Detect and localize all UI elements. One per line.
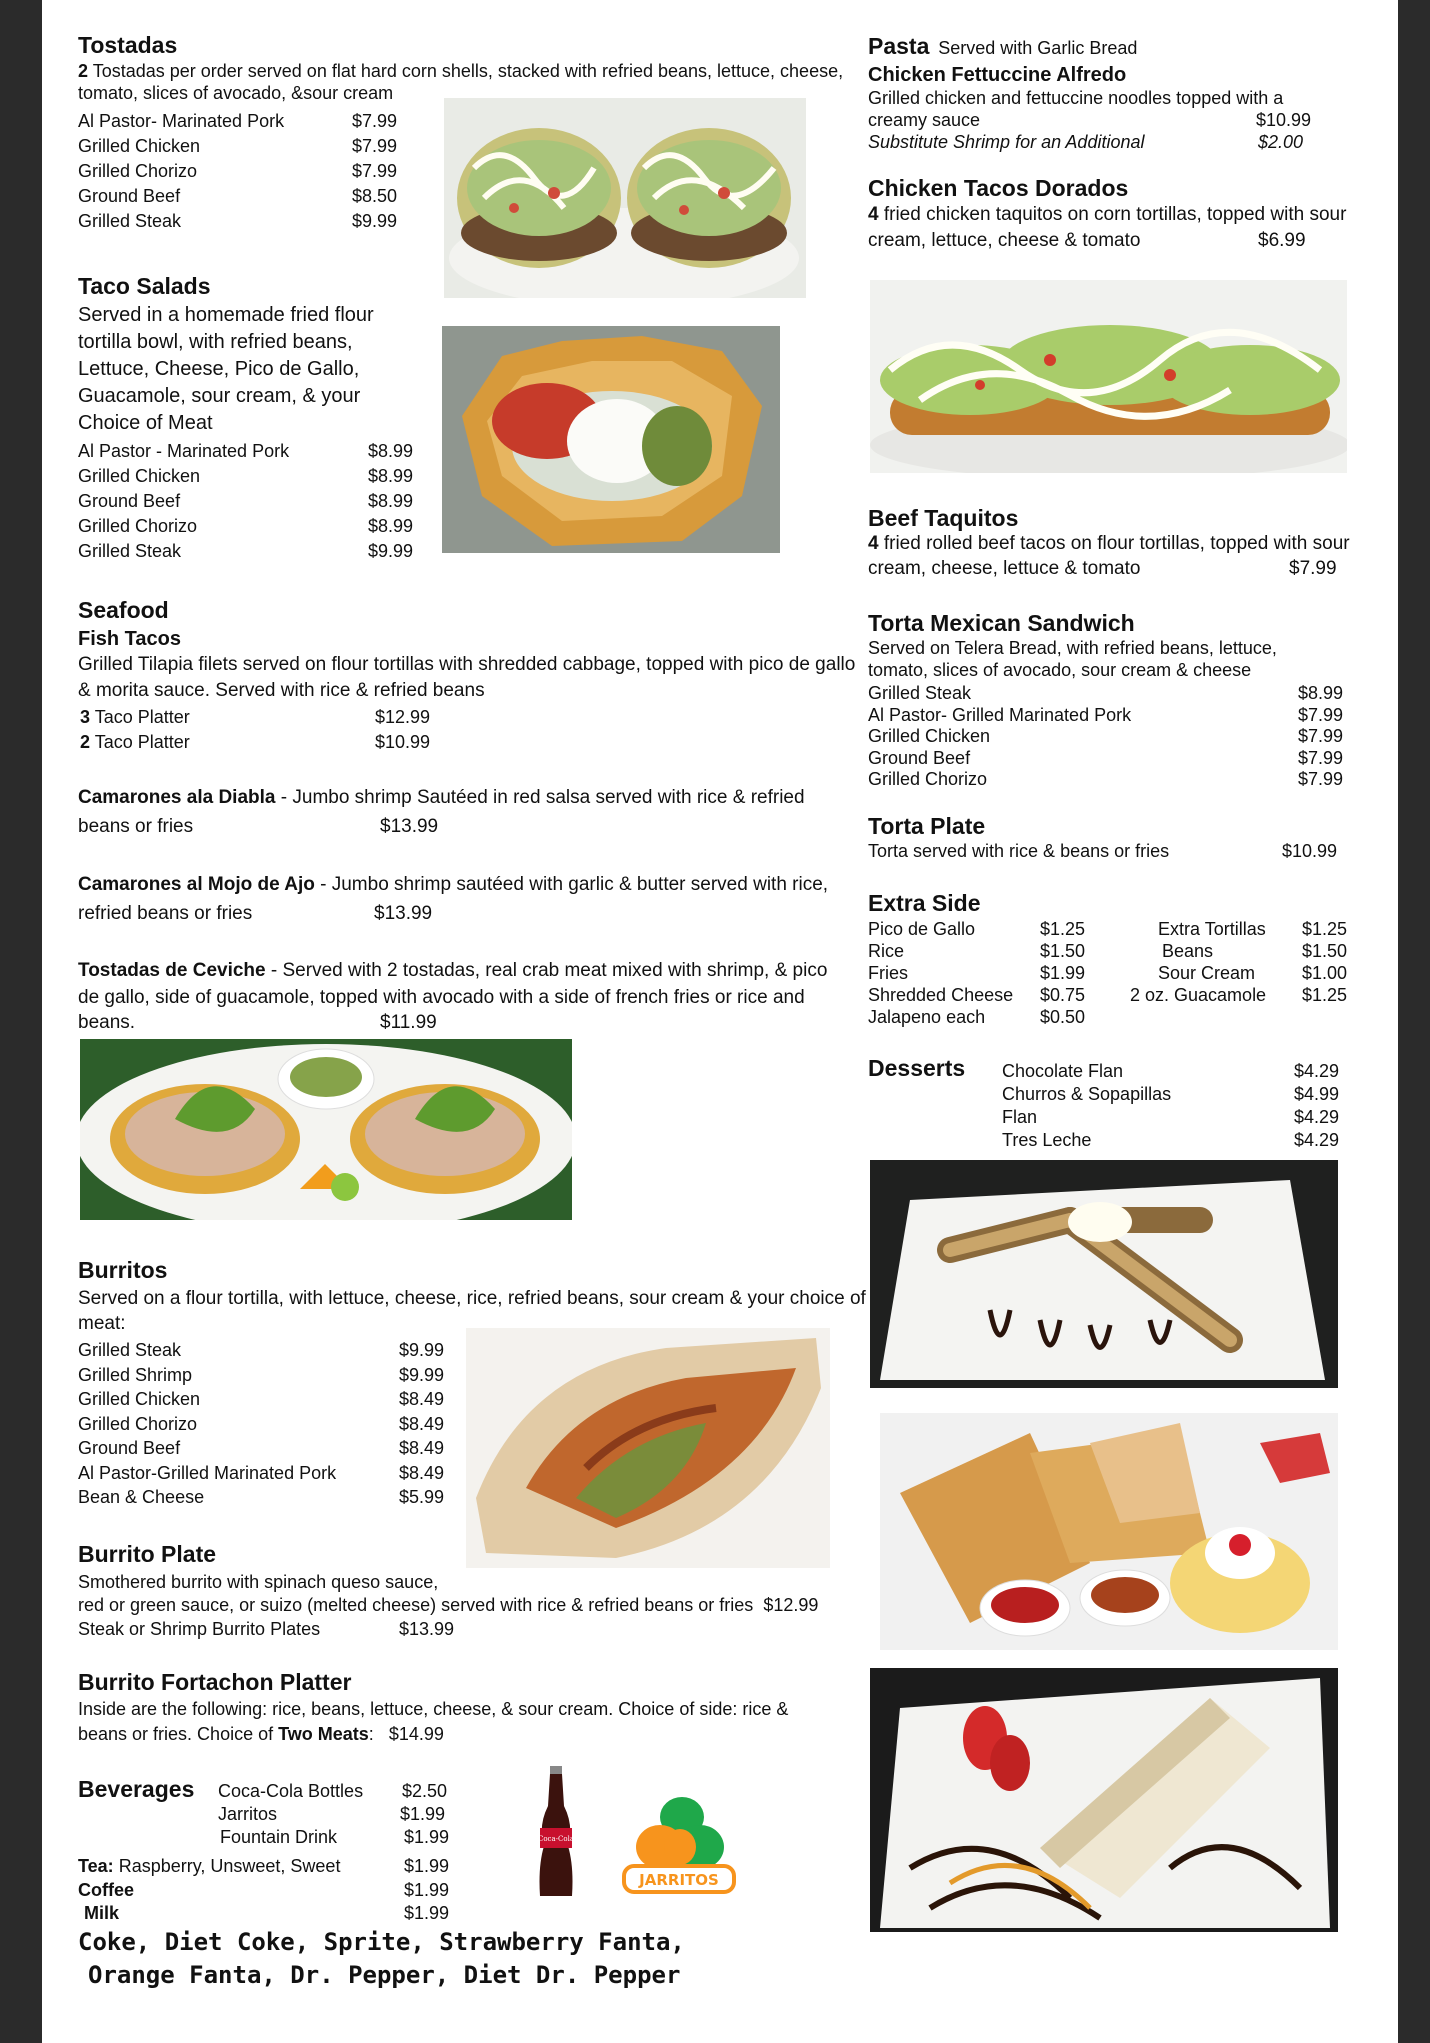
fish-taco-row [80,731,190,753]
tostadas-item-name: Grilled Chorizo [78,161,198,181]
extra-side-left-item-name: Jalapeno each [868,1007,986,1027]
taco-salads-item-price: $8.99 [368,441,414,461]
burritos-item-name: Ground Beef [78,1438,181,1458]
tostadas-item-name: Grilled Chicken [78,136,201,156]
fish-taco-name: Taco Platter [90,732,190,752]
tostadas-item-name: Ground Beef [78,186,181,206]
burritos-item-price: $8.49 [399,1438,445,1458]
tostadas-item-price: $8.50 [352,186,398,206]
ceviche-line2: de gallo, side of guacamole, topped with avocado with a side of french fries or rice and [78,987,805,1008]
beef-taquitos-line1: 4 fried rolled beef tacos on flour tortillas, topped with sour [868,533,1350,554]
fortachon-line2: beans or fries. Choice of Two Meats: $14.99 [78,1724,444,1744]
torta-item-name: Grilled Chicken [868,726,991,746]
extra-side-left-item-name: Pico de Gallo [868,919,976,939]
extra-side-right-item-price: $1.25 [1302,919,1348,939]
burritos-item-price: $5.99 [399,1487,445,1507]
desserts-item-price: $4.29 [1294,1130,1340,1150]
taco-salads-item-price: $8.99 [368,516,414,536]
fish-tacos-title: Fish Tacos [78,628,181,650]
burritos-item-name: Grilled Chorizo [78,1413,198,1434]
svg-text:JARRITOS: JARRITOS [639,1871,719,1889]
taco-salads-item-name: Grilled Chorizo [78,516,198,536]
burritos-item-price: $8.49 [399,1462,445,1483]
burrito-plate-title: Burrito Plate [78,1541,217,1567]
camarones-mojo-line1: Camarones al Mojo de Ajo - Jumbo shrimp sautéed with garlic & butter served with rice, [78,874,829,895]
taco-salads-item-name: Grilled Steak [78,541,182,561]
torta-item-name: Ground Beef [868,747,971,768]
burritos-item-name: Grilled Steak [78,1340,182,1360]
beef-taquitos-line2: cream, cheese, lettuce & tomato [868,558,1141,579]
desserts-item-price: $4.29 [1294,1107,1340,1127]
tostadas-item-price: $7.99 [352,136,398,156]
fettuccine-price: $10.99 [1256,110,1312,130]
coca-cola-bottle-icon [534,1766,578,1902]
extra-side-right-item-price: $1.25 [1302,985,1348,1005]
desserts-item-price: $4.99 [1294,1084,1340,1104]
fish-taco-price: $12.99 [375,707,431,727]
torta-line2: tomato, slices of avocado, sour cream & cheese [868,660,1252,680]
tacos-dorados-photo [870,280,1347,473]
jarritos-logo [620,1792,738,1896]
fish-taco-price: $10.99 [375,732,431,752]
fish-taco-qty: 3 [80,707,91,727]
beverage-item-name: Jarritos [218,1804,278,1824]
ceviche-photo [80,1039,572,1220]
fortachon-line1: Inside are the following: rice, beans, lettuce, cheese, & sour cream. Choice of side: rice & [78,1699,789,1719]
desserts-item-name: Chocolate Flan [1002,1061,1124,1081]
torta-item-name: Grilled Chorizo [868,769,988,789]
burritos-item-price: $8.49 [399,1413,445,1434]
desserts-item-name: Tres Leche [1002,1130,1092,1150]
torta-item-price: $8.99 [1298,683,1344,703]
torta-plate-description: Torta served with rice & beans or fries [868,841,1170,861]
tostadas-item-price: $7.99 [352,161,398,181]
extra-side-right-item-price: $1.00 [1302,963,1348,983]
tacos-dorados-line2: cream, lettuce, cheese & tomato [868,230,1141,251]
beverage-item-price: $1.99 [400,1804,446,1824]
torta-line1: Served on Telera Bread, with refried beans, lettuce, [868,638,1277,658]
chocolate-flan-photo [870,1160,1338,1388]
extra-side-right-item-name: Beans [1162,941,1214,961]
milk-price: $1.99 [404,1903,450,1923]
extra-side-left-item-price: $0.75 [1040,985,1086,1005]
tea-line: Tea: Raspberry, Unsweet, Sweet [78,1856,341,1876]
extra-side-left-item-price: $1.99 [1040,963,1086,983]
ceviche-line1: Tostadas de Ceviche - Served with 2 tostadas, real crab meat mixed with shrimp, & pico [78,960,828,981]
taco-salad-photo [442,326,780,553]
torta-plate-price: $10.99 [1282,841,1338,861]
beverage-item-price: $2.50 [402,1781,448,1801]
tostadas-item-name: Al Pastor- Marinated Pork [78,111,285,131]
burritos-description: Served on a flour tortilla, with lettuce, cheese, rice, refried beans, sour cream & your choice of meat: [78,1288,866,1334]
torta-plate-title: Torta Plate [868,813,986,839]
menu-page [42,0,1398,2043]
extra-side-left-item-name: Fries [868,963,908,983]
tres-leche-photo [870,1668,1338,1932]
burritos-item-name: Grilled Shrimp [78,1364,193,1385]
tostadas-description: 2 Tostadas per order served on flat hard corn shells, stacked with refried beans, lettuce, cheese, tomato, slices of avocado, &sour cream [78,61,844,103]
taco-salads-item-name: Al Pastor - Marinated Pork [78,441,290,461]
taco-salads-item-price: $8.99 [368,491,414,511]
burritos-item-price: $9.99 [399,1364,445,1385]
burrito-plate-price2: $13.99 [399,1619,455,1639]
fortachon-title: Burrito Fortachon Platter [78,1669,352,1695]
churros-sopapillas-photo [880,1413,1338,1650]
torta-item-price: $7.99 [1298,769,1344,789]
taco-salads-item-name: Ground Beef [78,491,181,511]
taco-salads-title: Taco Salads [78,273,211,299]
tostadas-photo [444,98,806,298]
pasta-heading: Pasta Served with Garlic Bread [868,33,1138,59]
fettuccine-line2: creamy sauce [868,110,981,130]
camarones-mojo-desc2: refried beans or fries [78,903,253,924]
tostadas-item-price: $7.99 [352,111,398,131]
torta-item-name: Grilled Steak [868,683,972,703]
fettuccine-title: Chicken Fettuccine Alfredo [868,64,1127,86]
shrimp-substitute-price: $2.00 [1258,132,1304,152]
shrimp-substitute-line: Substitute Shrimp for an Additional [868,132,1145,152]
tostadas-item-price: $9.99 [352,211,398,231]
sodas-line2: Orange Fanta, Dr. Pepper, Diet Dr. Pepper [88,1961,681,1989]
coffee-price: $1.99 [404,1880,450,1900]
burrito-plate-line3: Steak or Shrimp Burrito Plates [78,1619,321,1639]
torta-item-name: Al Pastor- Grilled Marinated Pork [868,704,1132,725]
desserts-item-name: Flan [1002,1107,1038,1127]
burritos-item-price: $8.49 [399,1389,445,1409]
tacos-dorados-price: $6.99 [1258,230,1306,251]
desserts-title: Desserts [868,1055,966,1081]
taco-salads-description: Served in a homemade fried flour tortilla bowl, with refried beans, Lettuce, Cheese, Pico de Gallo, Guacamole, sour cream, & your Choice of Meat [78,304,374,434]
burritos-item-price: $9.99 [399,1340,445,1360]
burritos-item-name: Al Pastor-Grilled Marinated Pork [78,1462,337,1483]
svg-text:Coca-Cola: Coca-Cola [537,1835,575,1843]
seafood-title: Seafood [78,597,169,623]
beverage-item-price: $1.99 [404,1827,450,1847]
extra-side-left-item-price: $1.25 [1040,919,1086,939]
extra-side-left-item-name: Shredded Cheese [868,985,1014,1005]
milk-label: Milk [84,1903,120,1923]
taco-salads-item-price: $8.99 [368,466,414,486]
tea-price: $1.99 [404,1856,450,1876]
fish-taco-row [80,706,190,728]
beverage-item-name: Fountain Drink [220,1827,338,1847]
taco-salads-item-name: Grilled Chicken [78,466,201,486]
burrito-plate-line2: red or green sauce, or suizo (melted cheese) served with rice & refried beans or fries $12.99 [78,1595,819,1615]
desserts-item-price: $4.29 [1294,1061,1340,1081]
tostadas-item-name: Grilled Steak [78,211,182,231]
burritos-title: Burritos [78,1257,168,1283]
extra-side-left-item-price: $0.50 [1040,1007,1086,1027]
fettuccine-line1: Grilled chicken and fettuccine noodles topped with a [868,88,1284,108]
camarones-diabla-desc2: beans or fries [78,816,194,837]
beverages-title: Beverages [78,1776,195,1802]
tacos-dorados-line1: 4 fried chicken taquitos on corn tortillas, topped with sour [868,204,1347,225]
ceviche-price: $11.99 [380,1012,437,1033]
beef-taquitos-price: $7.99 [1289,558,1337,579]
burritos-item-name: Bean & Cheese [78,1487,205,1507]
beef-taquitos-title: Beef Taquitos [868,505,1019,531]
torta-item-price: $7.99 [1298,704,1344,725]
tostadas-title: Tostadas [78,32,178,58]
camarones-diabla-price: $13.99 [380,816,439,837]
extra-side-left-item-name: Rice [868,941,905,961]
ceviche-line3: beans. [78,1012,136,1033]
tacos-dorados-title: Chicken Tacos Dorados [868,175,1129,201]
extra-side-title: Extra Side [868,890,981,916]
burritos-item-name: Grilled Chicken [78,1389,201,1409]
torta-item-price: $7.99 [1298,726,1344,746]
extra-side-right-item-name: Sour Cream [1158,963,1256,983]
desserts-item-name: Churros & Sopapillas [1002,1084,1172,1104]
extra-side-right-item-name: 2 oz. Guacamole [1130,985,1267,1005]
torta-title: Torta Mexican Sandwich [868,610,1135,636]
camarones-mojo-price: $13.99 [374,903,433,924]
fish-taco-name: Taco Platter [90,707,190,727]
torta-item-price: $7.99 [1298,747,1344,768]
sodas-line1: Coke, Diet Coke, Sprite, Strawberry Fanta, [78,1928,685,1956]
burrito-plate-line1: Smothered burrito with spinach queso sauce, [78,1572,439,1592]
beverage-item-name: Coca-Cola Bottles [218,1781,364,1801]
taco-salads-item-price: $9.99 [368,541,414,561]
coffee-label: Coffee [78,1880,135,1900]
extra-side-left-item-price: $1.50 [1040,941,1086,961]
camarones-diabla-line1: Camarones ala Diabla - Jumbo shrimp Sautéed in red salsa served with rice & refried [78,787,805,808]
extra-side-right-item-price: $1.50 [1302,941,1348,961]
fish-tacos-description: Grilled Tilapia filets served on flour tortillas with shredded cabbage, topped with pico de gallo & morita sauce. Served with rice & refried beans [78,654,856,701]
extra-side-right-item-name: Extra Tortillas [1158,919,1266,939]
fish-taco-qty: 2 [80,732,91,752]
burrito-photo [466,1328,830,1568]
